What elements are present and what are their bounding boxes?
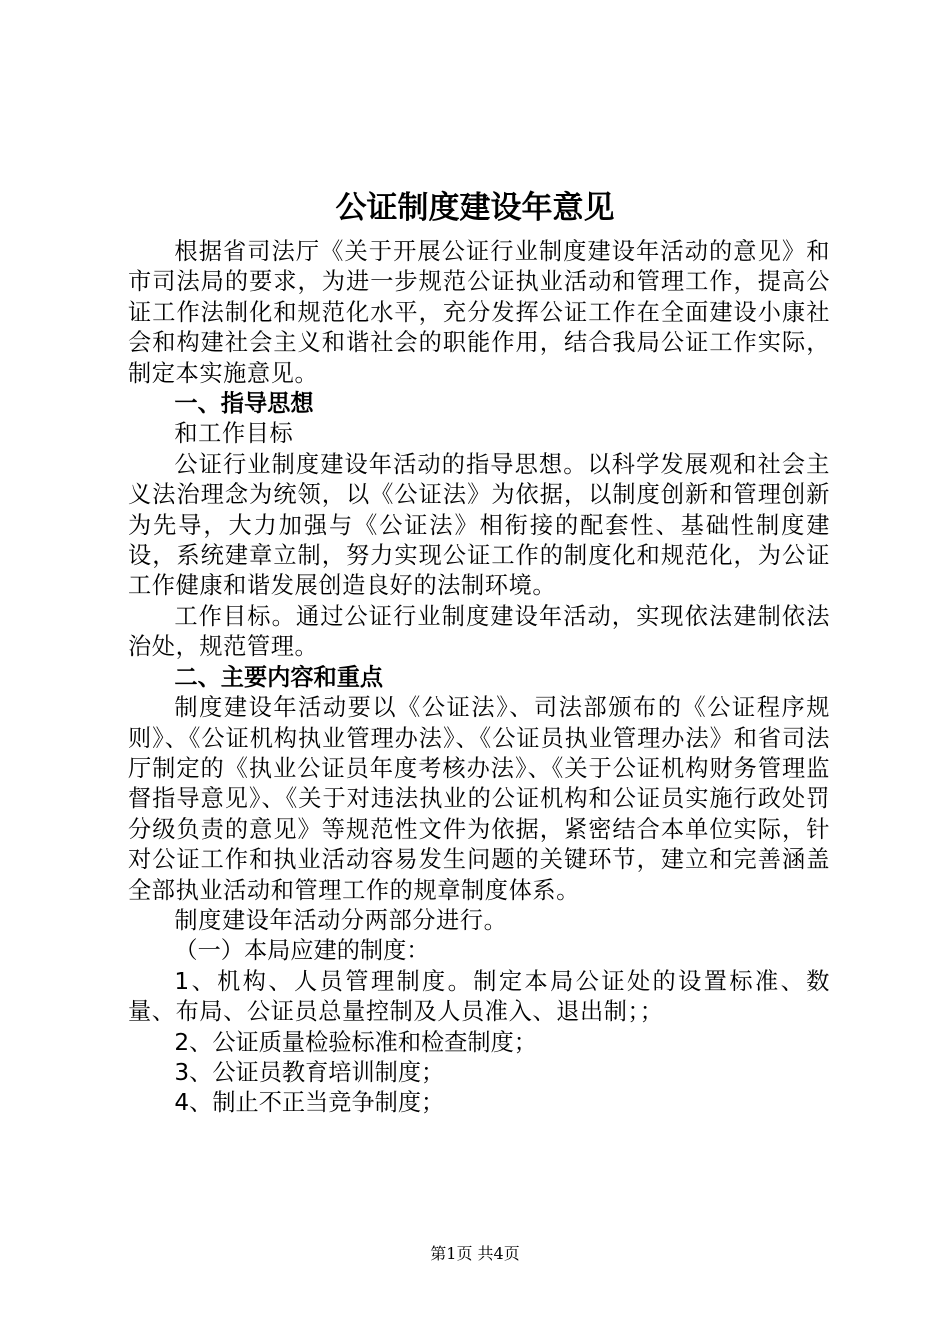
list-item-3: 3、公证员教育培训制度； <box>174 1058 445 1086</box>
work-goal-paragraph: 工作目标。通过公证行业制度建设年活动，实现依法建制依法治处，规范管理。 <box>128 602 830 661</box>
section-heading-guiding-thought: 一、指导思想 <box>174 390 314 418</box>
list-item-2: 2、公证质量检验标准和检查制度； <box>174 1028 537 1056</box>
list-item-4: 4、制止不正当竞争制度； <box>174 1089 445 1117</box>
document-body <box>128 237 830 1119</box>
document-title: 公证制度建设年意见 <box>335 190 615 226</box>
section-heading-main-content: 二、主要内容和重点 <box>174 663 384 691</box>
list-item-1-text: 制定本局公证处的设置标准、数量、布局、公证员总量控制及人员准入、退出制；； <box>128 967 830 1026</box>
list-item-1 <box>128 967 830 1028</box>
list-item-1-lead: 1、机构、人员管理制度。 <box>174 967 474 995</box>
subsection-heading-local-rules: （一）本局应建的制度： <box>174 937 430 965</box>
page-number-footer: 第1页 共4页 <box>430 1244 520 1263</box>
guiding-thought-paragraph: 公证行业制度建设年活动的指导思想。以科学发展观和社会主义法治理念为统领，以《公证法》为依据，以制度创新和管理创新为先导，大力加强与《公证法》相衔接的配套性、基础性制度建设，系统建章立制，努力实现公证工作的制度化和规范化，为公证工作健康和谐发展创造良好的法制环境。 <box>128 450 830 600</box>
section-subheading-goals: 和工作目标 <box>174 420 294 448</box>
main-content-paragraph: 制度建设年活动要以《公证法》、司法部颁布的《公证程序规则》、《公证机构执业管理办法》、《公证员执业管理办法》和省司法厅制定的《执业公证员年度考核办法》、《关于公证机构财务管理监督指导意见》、《关于对违法执业的公证机构和公证员实施行政处罚分级负责的意见》等规范性文件为依据，紧密结合本单位实际，针对公证工作和执业活动容易发生问题的关键环节，建立和完善涵盖全部执业活动和管理工作的规章制度体系。 <box>128 694 830 904</box>
intro-paragraph: 根据省司法厅《关于开展公证行业制度建设年活动的意见》和市司法局的要求，为进一步规范公证执业活动和管理工作，提高公证工作法制化和规范化水平，充分发挥公证工作在全面建设小康社会和构建社会主义和谐社会的职能作用，结合我局公证工作实际，制定本实施意见。 <box>128 238 830 387</box>
two-parts-paragraph: 制度建设年活动分两部分进行。 <box>174 906 508 934</box>
